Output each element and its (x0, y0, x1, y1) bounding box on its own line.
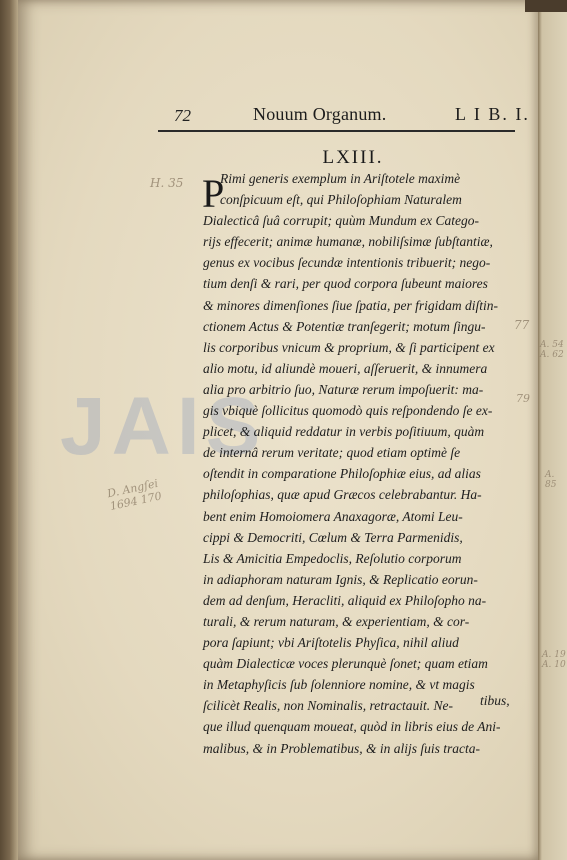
text-line: pora ſapiunt; vbi Ariſtotelis Phyſica, nihil aliud (203, 635, 459, 651)
page-number: 72 (174, 106, 191, 125)
book-label: L I B. I. (455, 104, 530, 124)
text-line: & minores dimenſiones ſiue ſpatia, per frigidam diſtin- (203, 297, 498, 313)
text-line: ctionem Actus & Potentiæ tranſegerit; motum ſingu- (203, 318, 486, 334)
watermark: JAIS (60, 381, 267, 472)
text-line: genus ex vocibus ſecundæ intentionis tribuerit; nego- (203, 255, 491, 271)
text-line: malibus, & in Problematibus, & in alijs ſuis tracta- (203, 740, 481, 756)
text-line: quàm Dialecticæ voces plerunquè ſonet; quam etiam (203, 656, 488, 672)
text-line: ſcilicèt Realis, non Nominalis, retractauit. Ne- (203, 698, 453, 714)
header-rule (158, 130, 515, 132)
text-line: in adiaphoram naturam Ignis, & Replicatio eorun- (203, 571, 478, 587)
drop-cap: P (202, 171, 225, 216)
text-line: alio motu, id aliundè moueri, aſſeruerit, & innumera (203, 360, 488, 376)
marginal-note: 79 (516, 392, 530, 405)
text-line: rijs effecerit; animæ humanæ, nobiliſsimæ ſubſtantiæ, (203, 234, 493, 250)
text-line: gis vbiquè ſollicitus quomodò quis reſpondendo ſe ex- (203, 403, 493, 419)
text-line: turali, & rerum naturam, & experientiam, & cor- (203, 613, 470, 629)
running-title: Nouum Organum. (253, 104, 387, 124)
text-line: lis corporibus vnicum & proprium, & ſi participent ex (203, 339, 495, 355)
binding-corner (525, 0, 567, 12)
text-line: Dialecticâ ſuâ corrupit; quùm Mundum ex Catego- (203, 213, 479, 229)
text-line: Lis & Amicitia Empedoclis, Reſolutio corporum (203, 550, 462, 566)
marginal-note: A. 19 A. 10 (542, 650, 566, 670)
facing-page-edge (538, 0, 567, 860)
marginal-note: A. 85 (545, 470, 557, 490)
text-line: in Metaphyſicis ſub ſolenniore nomine, & vt magis (203, 677, 475, 693)
section-heading: LXIII. (322, 147, 384, 168)
catchword: tibus, (480, 693, 510, 708)
text-line: bent enim Homoiomera Anaxagoræ, Atomi Leu- (203, 508, 463, 524)
text-line: Rimi generis exemplum in Ariſtotele maximè (220, 171, 461, 186)
text-line: que illud quenquam moueat, quòd in libris eius de Ani- (203, 719, 501, 735)
text-line: plicet, & aliquid reddatur in verbis poſitiuum, quàm (203, 424, 485, 440)
text-line: de internâ rerum veritate; quod etiam optimè ſe (203, 445, 461, 461)
body-text (203, 168, 515, 759)
text-line: tium denſi & rari, per quod corpora ſubeunt maiores (203, 276, 488, 292)
text-line: cippi & Democriti, Cœlum & Terra Parmenidis, (203, 529, 463, 545)
text-line: dem ad denſum, Heracliti, aliquid ex Philoſopho na- (203, 592, 487, 608)
marginal-note: H. 35 (150, 176, 184, 190)
marginal-note: A. 54 A. 62 (540, 340, 564, 360)
marginal-note: D. Angſei 1694 170 (106, 476, 163, 513)
text-line: conſpicuum eſt, qui Philoſophiam Naturalem (220, 192, 462, 208)
text-line: oſtendit in comparatione Philoſophiæ eius, ad alias (203, 466, 481, 482)
text-line: alia pro arbitrio ſuo, Naturæ rerum impoſuerit: ma- (203, 381, 484, 397)
text-line: philoſophias, quæ apud Græcos celebrabantur. Ha- (203, 487, 482, 503)
marginal-note: 77 (514, 318, 530, 332)
